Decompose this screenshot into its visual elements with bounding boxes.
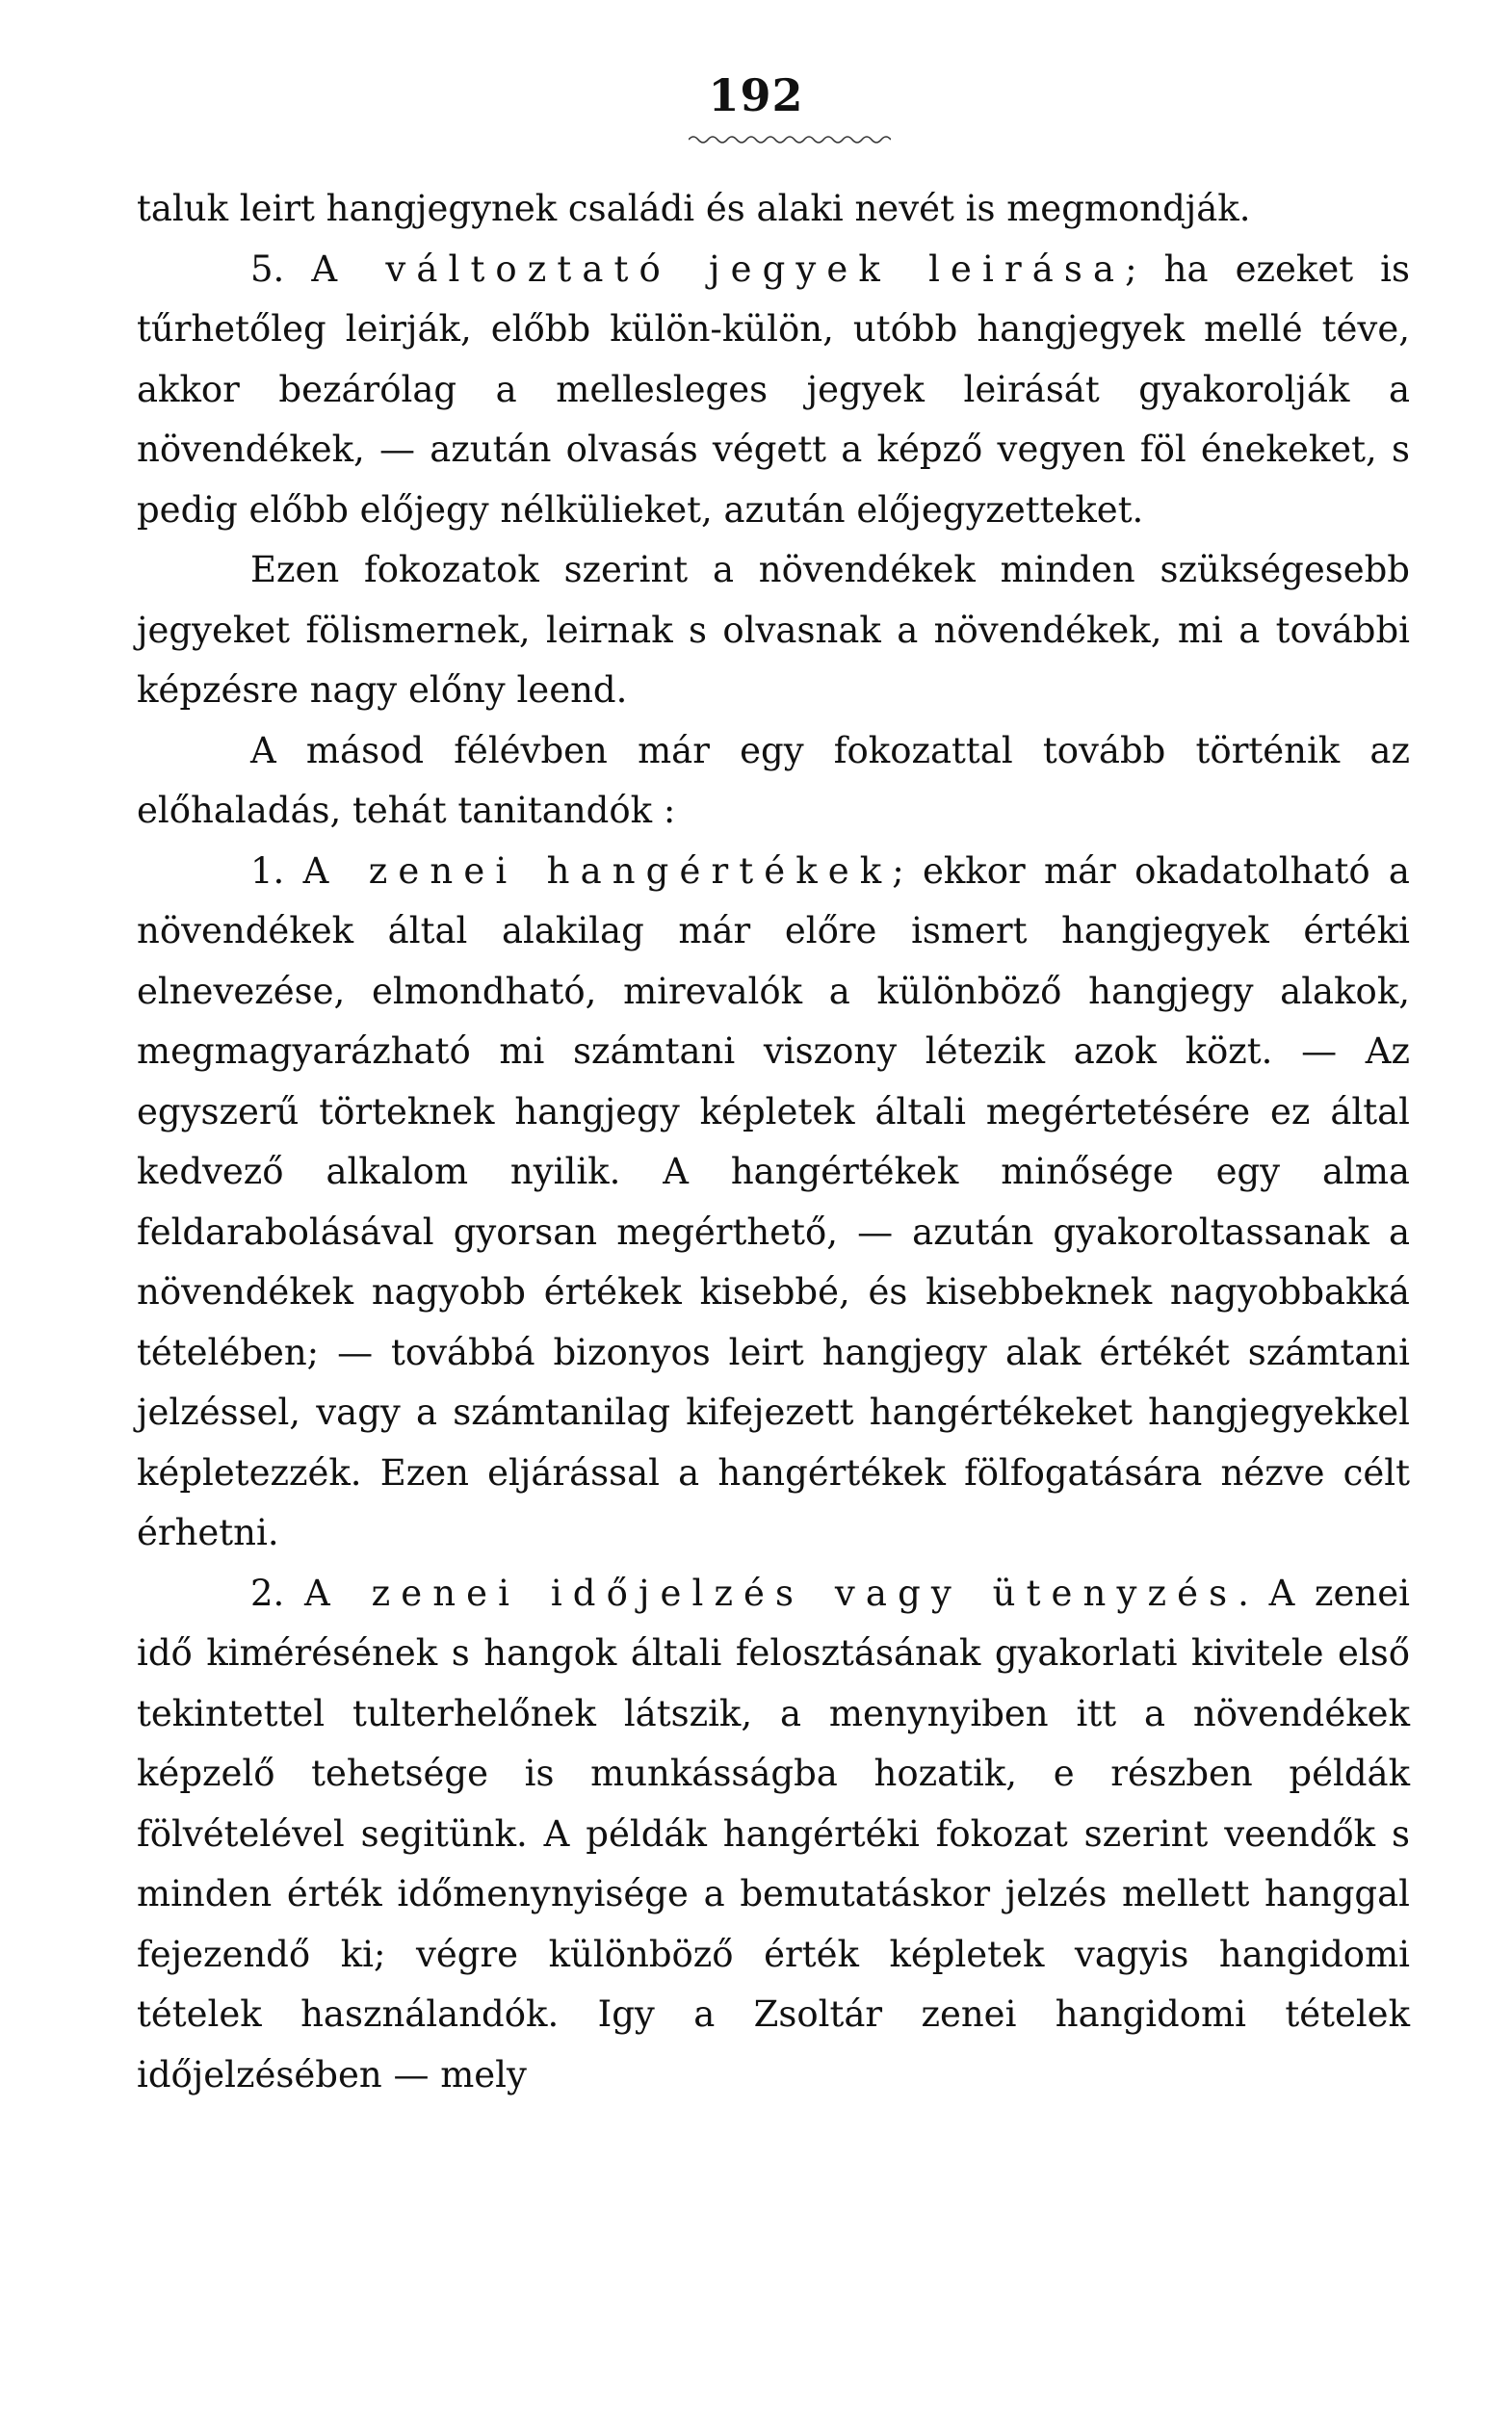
- paragraph-p1: [137, 240, 1410, 541]
- paragraph-text: 5.: [250, 247, 312, 290]
- paragraph-text: . A zenei idő kimérésének s hangok általi felosztásának gyakorlati kivitele első tekintettel tulterhelőnek látszik, a menynyiben itt a növendékek képzelő tehetsége is munkásságba hozatik, e részben példák fölvételével segitünk. A példák hangértéki fokozat szerint veendők s minden érték időmenynyisége a bemutatáskor jelzés mellett hanggal fejezendő ki; végre különböző érték képletek vagyis hangidomi tételek használandók. Igy a Zsoltár zenei hangidomi tételek időjelzésében — mely: [137, 1572, 1410, 2096]
- section-heading: A zenei időjelzés vagy ütenyzés: [304, 1572, 1238, 1614]
- paragraph-text: Ezen fokozatok szerint a növendékek minden szükségesebb jegyeket fölismernek, leirnak s olvasnak a növendékek, mi a további képzésre nagy előny leend.: [137, 549, 1410, 711]
- section-heading: A zenei hangértékek: [302, 849, 893, 892]
- paragraph-text: ; ekkor már okadatolható a növendékek által alakilag már előre ismert hangjegyek értéki elnevezése, elmondható, mirevalók a különböző hangjegy alakok, megmagyarázható mi számtani viszony létezik azok közt. — Az egyszerű törteknek hangjegy képletek általi megértetésére ez által kedvező alkalom nyilik. A hangértékek minősége egy alma feldarabolásával gyorsan megérthető, — azután gyakoroltassanak a növendékek nagyobb értékek kisebbé, és kisebbeknek nagyobbakká tételében; — továbbá bizonyos leirt hangjegy alak értékét számtani jelzéssel, vagy a számtanilag kifejezett hangértékeket hangjegyekkel képletezzék. Ezen eljárással a hangértékek fölfogatására nézve célt érhetni.: [137, 849, 1410, 1553]
- paragraph-p3: [137, 721, 1410, 842]
- paragraph-p4: [137, 842, 1410, 1564]
- paragraph-text: A másod félévben már egy fokozattal tovább történik az előhaladás, tehát tanitandók :: [137, 729, 1410, 831]
- paragraph-text: taluk leirt hangjegynek családi és alaki nevét is megmondják.: [137, 188, 1251, 229]
- paragraph-p5: [137, 1564, 1410, 2106]
- body-text: [137, 179, 1410, 2105]
- page-number-flourish: [689, 133, 891, 146]
- paragraph-p2: [137, 540, 1410, 721]
- paragraph-p0: [137, 179, 1410, 240]
- section-heading: A változtató jegyek leirása: [311, 247, 1126, 290]
- paragraph-text: 1.: [250, 849, 303, 892]
- paragraph-text: 2.: [250, 1572, 304, 1614]
- page-number: 192: [708, 69, 804, 121]
- paragraph-text: ; ha ezeket is tűrhetőleg leirják, előbb külön-külön, utóbb hangjegyek mellé téve, akkor bezárólag a mellesleges jegyek leirását gyakorolják a növendékek, — azután olvasás végett a képző vegyen föl énekeket, s pedig előbb előjegy nélkülieket, azután előjegyzetteket.: [137, 247, 1410, 531]
